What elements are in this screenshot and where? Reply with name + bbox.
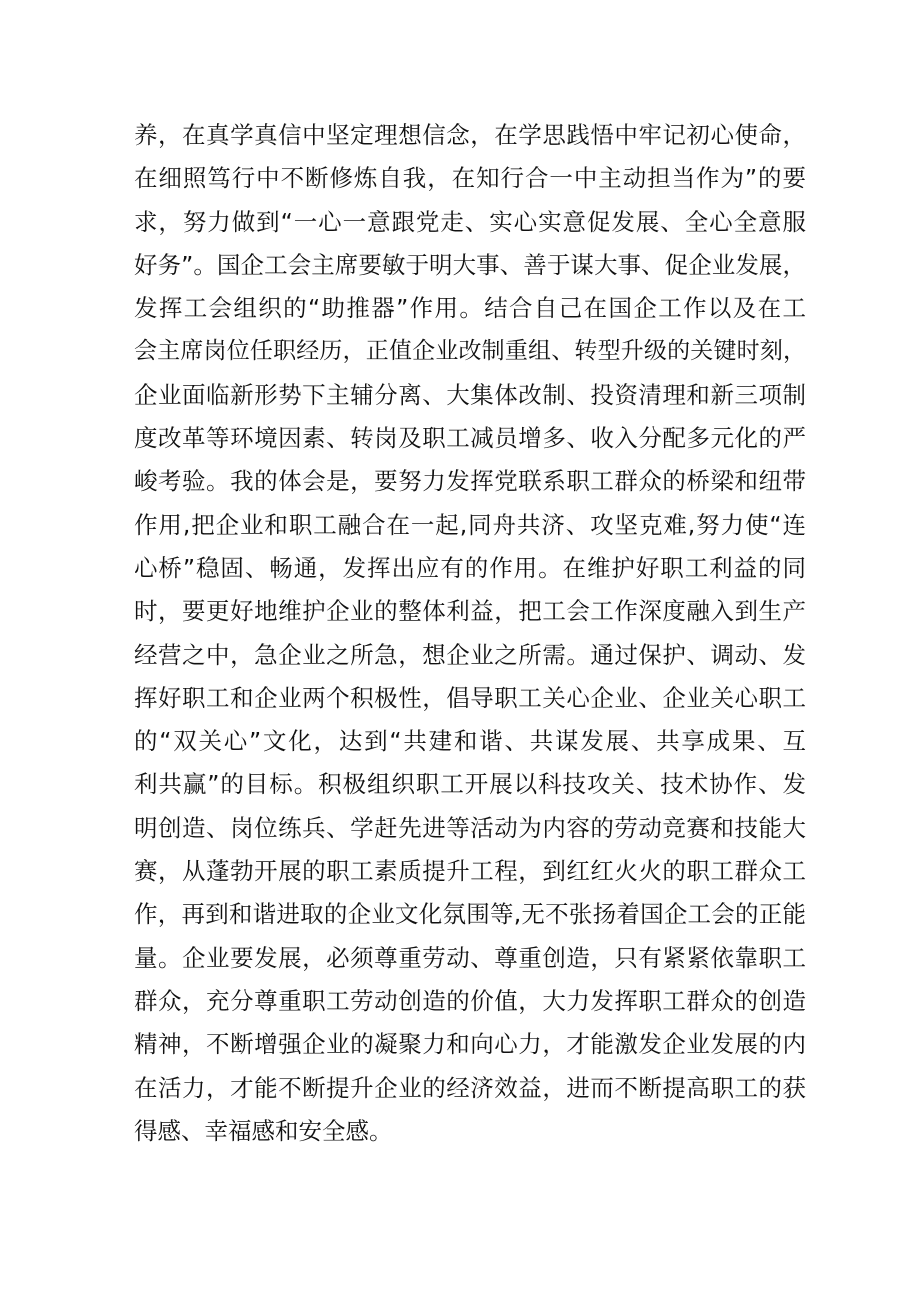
paragraph-line: 会主席岗位任职经历，正值企业改制重组、转型升级的关键时刻，	[134, 338, 806, 365]
paragraph-line: 经营之中，急企业之所急，想企业之所需。通过保护、调动、发	[134, 640, 806, 669]
paragraph-line: 赛，从蓬勃开展的职工素质提升工程，到红红火火的职工群众工	[134, 857, 806, 886]
body-paragraph	[134, 114, 806, 1153]
paragraph-line: 养，在真学真信中坚定理想信念，在学思践悟中牢记初心使命，	[134, 121, 806, 149]
paragraph-line: 在活力，才能不断提升企业的经济效益，进而不断提高职工的获	[134, 1073, 806, 1102]
paragraph-line: 好务”。国企工会主席要敏于明大事、善于谋大事、促企业发展，	[134, 250, 806, 279]
paragraph-line: 峻考验。我的体会是，要努力发挥党联系职工群众的桥梁和纽带	[134, 467, 806, 496]
paragraph-line: 求，努力做到“一心一意跟党走、实心实意促发展、全心全意服	[134, 207, 806, 236]
paragraph-line: 明创造、岗位练兵、学赶先进等活动为内容的劳动竞赛和技能大	[134, 813, 806, 842]
paragraph-line: 企业面临新形势下主辅分离、大集体改制、投资清理和新三项制	[134, 380, 806, 409]
paragraph-line: 得感、幸福感和安全感。	[134, 1116, 393, 1145]
paragraph-line: 作用,把企业和职工融合在一起,同舟共济、攻坚克难,努力使“连	[134, 510, 806, 539]
paragraph-line: 发挥工会组织的“助推器”作用。结合自己在国企工作以及在工	[134, 294, 806, 323]
paragraph-line: 时，要更好地维护企业的整体利益，把工会工作深度融入到生产	[134, 597, 806, 626]
paragraph-line: 群众，充分尊重职工劳动创造的价值，大力发挥职工群众的创造	[134, 986, 806, 1015]
paragraph-line: 量。企业要发展，必须尊重劳动、尊重创造，只有紧紧依靠职工	[134, 943, 806, 972]
paragraph-line: 在细照笃行中不断修炼自我，在知行合一中主动担当作为”的要	[134, 164, 806, 193]
paragraph-line: 度改革等环境因素、转岗及职工减员增多、收入分配多元化的严	[134, 424, 806, 453]
paragraph-line: 精神，不断增强企业的凝聚力和向心力，才能激发企业发展的内	[134, 1030, 806, 1059]
paragraph-line: 的“双关心”文化，达到“共建和谐、共谋发展、共享成果、互	[134, 727, 806, 756]
paragraph-line: 作，再到和谐进取的企业文化氛围等,无不张扬着国企工会的正能	[134, 900, 806, 929]
paragraph-line: 心桥”稳固、畅通，发挥出应有的作用。在维护好职工利益的同	[134, 553, 806, 582]
paragraph-line: 挥好职工和企业两个积极性，倡导职工关心企业、企业关心职工	[134, 683, 806, 712]
paragraph-line: 利共赢”的目标。积极组织职工开展以科技攻关、技术协作、发	[134, 770, 806, 799]
